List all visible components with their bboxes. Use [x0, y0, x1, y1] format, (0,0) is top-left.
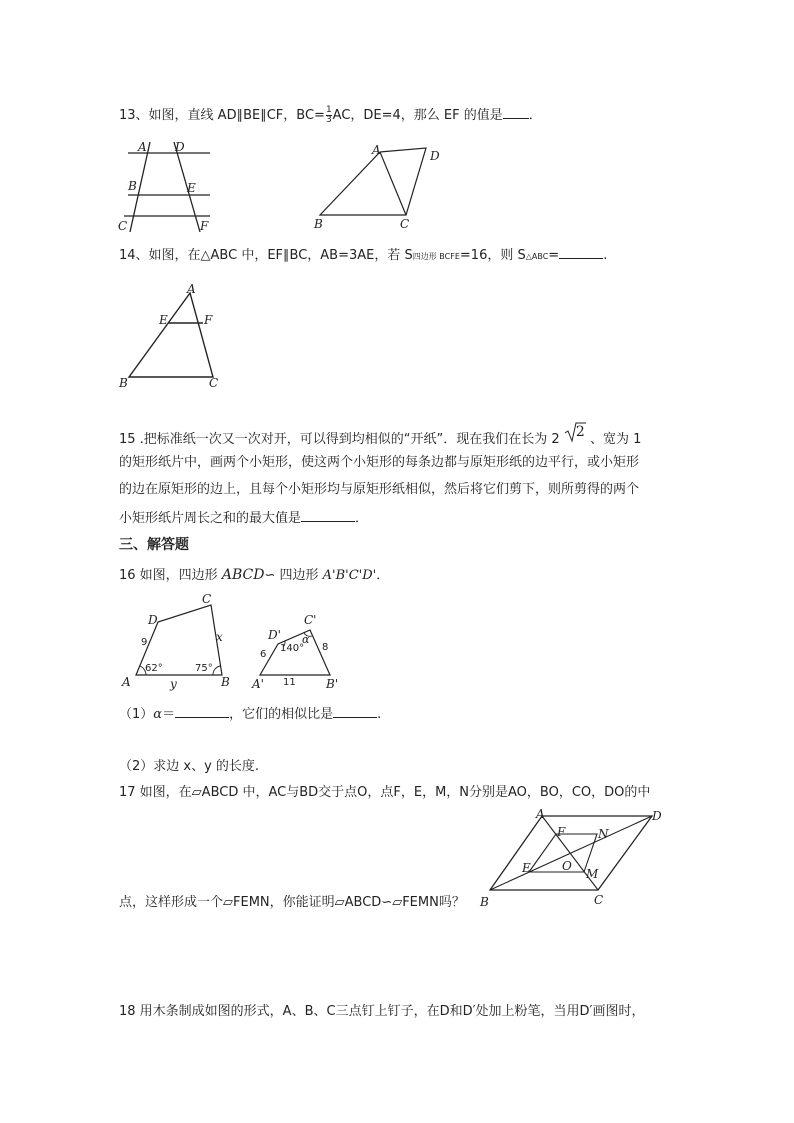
q13-fraction: [326, 106, 332, 125]
q16-left-side-9: 9: [141, 637, 148, 648]
q16-right-alpha: α: [302, 633, 310, 646]
q14-text-c: =: [548, 248, 560, 263]
q16-right-label-d: D': [268, 628, 281, 642]
q16-left-label-d: D: [148, 613, 158, 627]
q13-end: ．: [528, 108, 542, 123]
q13-fig2-label-b: B: [314, 217, 323, 231]
q13-suffix: AC，DE=4，那么 EF 的值是: [332, 108, 503, 123]
q13-text: [119, 106, 542, 125]
q14-text-b: =16，则 S: [459, 248, 526, 263]
q16-right-label-a: A': [252, 677, 264, 691]
q16-part1-a: （1）: [119, 707, 154, 722]
q16-right-label-c: C': [304, 613, 317, 627]
q16-right-angle-140: 140°: [280, 643, 305, 654]
q15-answer-blank[interactable]: [301, 509, 355, 522]
q16-end: ．: [376, 568, 390, 583]
q15-line1: [119, 424, 642, 449]
q14-text-a: 14、如图，在△ABC 中，EF∥BC，AB=3AE，若 S: [119, 248, 413, 263]
q15-line4: [119, 509, 368, 528]
q14-label-c: C: [209, 376, 219, 390]
q16-right-side-8: 8: [322, 642, 329, 653]
q16-left-label-c: C: [202, 592, 212, 606]
q13-answer-blank[interactable]: [503, 106, 529, 119]
q13-fig1-label-b: B: [128, 179, 137, 193]
q15-line1a: 15 .把标准纸一次又一次对开，可以得到均相似的“开纸”．现在我们在长为 2: [119, 432, 560, 447]
q14-sub1: 四边形 BCFE: [412, 252, 460, 261]
q15-line2: 的矩形纸片中，画两个小矩形，使这两个小矩形的每条边都与原矩形纸的边平行，或小矩形: [119, 455, 640, 470]
q17-label-m: M: [586, 867, 599, 881]
q13-fig2-label-d: D: [430, 149, 440, 163]
q14-figure-triangle: [115, 283, 235, 393]
q13-frac-num: 1: [325, 105, 332, 115]
q14-label-f: F: [204, 313, 213, 327]
q13-fig1-label-f: F: [200, 219, 209, 233]
q17-line1: 17 如图，在▱ABCD 中，AC与BD交于点O，点F，E，M，N分别是AO，BO，CO，DO的中: [119, 785, 651, 800]
q13-frac-den: 3: [325, 115, 332, 125]
q14-text: [119, 246, 607, 266]
q17-label-d: D: [652, 809, 662, 823]
q15-line1b: 、宽为 1: [589, 432, 642, 447]
q17-label-c: C: [594, 893, 604, 907]
q13-prefix: 13、如图，直线 AD∥BE∥CF，BC=: [119, 108, 325, 123]
sqrt-icon: [564, 424, 586, 445]
q16-intro-a: 16 如图，四边形: [119, 568, 218, 583]
q16-right-label-b: B': [326, 677, 339, 691]
q16-alpha: α: [153, 707, 163, 722]
q13-fig1-label-c: C: [118, 219, 128, 233]
q16-part1-end: .: [377, 707, 382, 722]
q16-left-label-b: B: [221, 675, 230, 689]
q16-part1-c: ，它们的相似比是: [229, 707, 334, 722]
q16-right-side-6: 6: [260, 649, 267, 660]
q15-end: ．: [355, 511, 369, 526]
q15-line3: 的边在原矩形的边上，且每个小矩形均与原矩形纸相似，然后将它们剪下，则所剪得的两个: [119, 482, 640, 497]
q13-fig1-label-d: D: [175, 140, 185, 154]
q13-fig1-label-a: A: [138, 140, 147, 154]
q14-sub2: △ABC: [525, 252, 549, 261]
q16-right-side-11: 11: [283, 677, 296, 688]
q14-label-b: B: [119, 376, 128, 390]
q16-abcd: ABCD: [221, 567, 265, 583]
q17-label-a: A: [536, 807, 545, 821]
q14-label-a: A: [187, 282, 196, 296]
q17-label-n: N: [598, 827, 609, 841]
q16-left-angle-75: 75°: [195, 663, 213, 674]
q17-label-b: B: [480, 895, 489, 909]
q16-left-label-a: A: [122, 675, 131, 689]
q15-line4-text: 小矩形纸片周长之和的最大值是: [119, 511, 302, 526]
q14-answer-blank[interactable]: [559, 246, 603, 259]
q16-intro-b: 四边形: [279, 568, 319, 583]
q16-part2: （2）求边 x、y 的长度.: [119, 759, 260, 774]
section-heading: 三、解答题: [119, 537, 189, 553]
q17-label-o: O: [562, 859, 572, 873]
q13-fig1-label-e: E: [187, 181, 196, 195]
q14-label-e: E: [159, 313, 168, 327]
q16-alpha-answer-blank[interactable]: [175, 705, 229, 718]
q16-ratio-answer-blank[interactable]: [333, 705, 377, 718]
q17-label-e: E: [522, 861, 531, 875]
q16-sim: ∽: [264, 568, 276, 583]
q16-intro: [119, 566, 389, 585]
q16-figure-right: [250, 608, 360, 693]
q16-figure-left: [118, 592, 238, 692]
q13-figure-parallel-lines: [110, 138, 220, 238]
q16-left-side-x: x: [216, 630, 223, 644]
q17-line2: 点，这样形成一个▱FEMN，你能证明▱ABCD∽▱FEMN吗？: [119, 895, 465, 910]
q18-line1: 18 用木条制成如图的形式，A、B、C三点钉上钉子，在D和D′处加上粉笔，当用D′画图时，: [119, 1004, 645, 1019]
q14-end: .: [603, 248, 608, 263]
q16-left-side-y: y: [170, 677, 177, 691]
q16-part1-b: ＝: [162, 707, 176, 722]
q16-left-angle-62: 62°: [145, 663, 163, 674]
q17-figure-parallelogram: [480, 806, 680, 908]
q13-fig2-label-a: A: [372, 143, 381, 157]
q15-sqrt-arg: 2: [575, 424, 585, 440]
q16-part1: [119, 705, 381, 724]
q13-figure-quadrilateral: [310, 140, 450, 235]
q13-fig2-label-c: C: [400, 217, 410, 231]
q16-abcd2: A'B'C'D': [322, 568, 377, 583]
q17-label-f: F: [557, 825, 566, 839]
